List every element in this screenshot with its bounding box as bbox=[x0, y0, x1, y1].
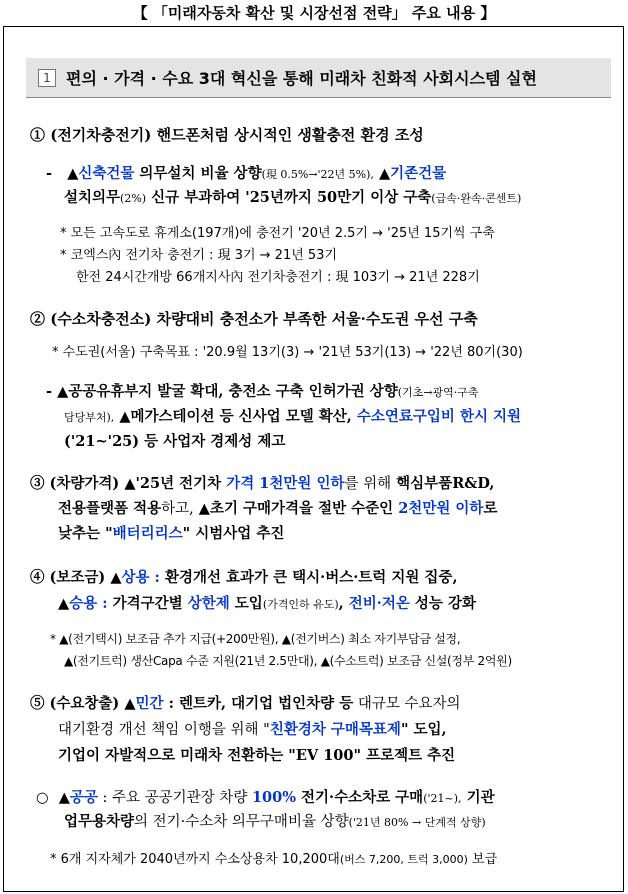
s5-public-line2 bbox=[64, 810, 486, 831]
triangle-bullet-icon: ▲ bbox=[58, 595, 70, 612]
s2-hydrogen-fuel-support: 수소연료구입비 한시 지원 bbox=[351, 408, 522, 425]
s5-public-line1 bbox=[36, 786, 495, 807]
s4-text: ④ (보조금) ▲ bbox=[30, 569, 122, 586]
s4-commercial: 상용 : bbox=[121, 569, 160, 586]
s2-text: - ▲공공유휴부지 발굴 확대, 충전소 구축 인허가권 상향 bbox=[46, 383, 398, 400]
s4-note2: ▲(전기트럭) 생산Capa 수준 지원(21년 2.5만대), ▲(수소트럭) 보조금 신설(정부 2억원) bbox=[64, 654, 512, 668]
s3-text: 핵심부품R&D, bbox=[391, 475, 495, 492]
s3-text: 하고, bbox=[161, 501, 194, 517]
s5-text: 업무용차량 bbox=[64, 813, 135, 830]
s4-text: , bbox=[338, 595, 349, 612]
s5-text: " 도입, bbox=[400, 721, 447, 738]
s5-note-text: * 6개 지자체가 2040년까지 수소상용차 10,200대 bbox=[50, 852, 340, 867]
s4-line2 bbox=[58, 592, 476, 613]
s1-new-building: 신축건물 bbox=[78, 165, 135, 182]
s1-text: 신규 부과하여 '25년까지 50만기 이상 구축 bbox=[146, 189, 432, 206]
banner-number-box: 1 bbox=[38, 69, 56, 87]
s5-purchase-target: 친환경차 구매목표제 bbox=[269, 721, 401, 738]
s5-private: 민간 bbox=[135, 695, 164, 712]
s3-text: 로 bbox=[483, 500, 498, 517]
s2-note: * 수도권(서울) 구축목표 : '20.9월 13기(3) → '21년 53기(13) → '22년 80기(30) bbox=[52, 345, 523, 360]
title-bracket-close: 】 bbox=[480, 4, 496, 22]
s3-battery-lease: 배터리리스 bbox=[112, 525, 183, 542]
title-bracket-open: 【 bbox=[132, 4, 148, 22]
triangle-bullet-icon: ▲ bbox=[58, 789, 70, 806]
s5-public: 공공 bbox=[69, 789, 98, 806]
s4-line1 bbox=[30, 566, 458, 587]
s1-note2: * 코엑스內 전기차 충전기 : 現 3기 → 21년 53기 bbox=[60, 248, 338, 263]
circle-bullet-icon: ○ bbox=[36, 789, 49, 806]
s3-under-20m: 2천만원 이하 bbox=[398, 500, 484, 517]
s4-efficiency: 전비·저온 bbox=[348, 595, 410, 612]
s2-small: (기초→광역·구축 bbox=[397, 386, 479, 399]
document-title bbox=[0, 2, 628, 23]
s2-text: ▲메가스테이션 등 신사업 모델 확산, bbox=[114, 408, 352, 425]
s5-text: 기관 bbox=[461, 789, 495, 806]
s5-line1 bbox=[30, 692, 461, 713]
s5-note-text: 보급 bbox=[467, 852, 498, 867]
s1-existing-building: 기존건물 bbox=[390, 165, 447, 182]
s1-text: 의무설치 비율 상향 bbox=[134, 165, 262, 182]
s5-text: : 주요 공공기관장 차량 bbox=[97, 790, 252, 806]
s5-text: ⑤ (수요창출) ▲ bbox=[30, 695, 136, 712]
s4-passenger: 승용 : bbox=[69, 595, 108, 612]
s3-text: 낮추는 " bbox=[58, 525, 113, 542]
s4-note1: * ▲(전기택시) 보조금 추가 지급(+200만원), ▲(전기버스) 최소 자기부담금 설정, bbox=[50, 632, 461, 646]
s5-note bbox=[50, 848, 497, 867]
s5-text: 대기환경 개선 책임 이행을 위해 " bbox=[58, 722, 270, 738]
s1-small: (現 0.5%→'22년 5%), bbox=[261, 168, 374, 181]
s5-small: ('21년 80% → 단계적 상향) bbox=[348, 816, 486, 829]
s3-text: " 시범사업 추진 bbox=[182, 525, 285, 542]
s5-text: 전기·수소차로 구매 bbox=[295, 789, 424, 806]
s5-text: : 렌트카, 대기업 법인차량 등 bbox=[163, 695, 354, 712]
s3-text: 를 위해 bbox=[344, 476, 392, 492]
s2-heading: ② (수소차충전소) 차량대비 충전소가 부족한 서울·수도권 우선 구축 bbox=[30, 310, 478, 328]
s5-note-small: (버스 7,200, 트럭 3,000) bbox=[339, 853, 468, 866]
s1-small: (2%) bbox=[120, 192, 147, 205]
triangle-bullet-icon: ▲ bbox=[67, 165, 79, 182]
s2-line3: ('21~'25) 등 사업자 경제성 제고 bbox=[64, 433, 286, 450]
title-text: 「미래자동차 확산 및 시장선점 전략」 주요 내용 bbox=[152, 4, 476, 22]
s2-line1 bbox=[46, 380, 478, 401]
s3-line1 bbox=[30, 472, 494, 493]
s2-line2 bbox=[64, 405, 521, 426]
s1-note3: 한전 24시간개방 66개지사內 전기차충전기 : 現 103기 → 21년 228기 bbox=[76, 270, 480, 285]
dash-bullet: - bbox=[46, 165, 53, 182]
s4-text: 가격구간별 bbox=[107, 595, 188, 612]
s1-line2 bbox=[64, 186, 521, 207]
s5-line3: 기업이 자발적으로 미래차 전환하는 "EV 100" 프로젝트 추진 bbox=[58, 747, 456, 764]
triangle-bullet-icon: ▲ bbox=[378, 165, 391, 182]
s1-text: 설치의무 bbox=[64, 189, 121, 206]
s1-heading: ① (전기차충전기) 핸드폰처럼 상시적인 생활충전 환경 조성 bbox=[30, 126, 424, 144]
s5-text: 대규모 수요자의 bbox=[353, 696, 461, 712]
s3-price-cut: 가격 1천만원 인하 bbox=[226, 475, 345, 492]
s4-text: 환경개선 효과가 큰 택시·버스·트럭 지원 집중 bbox=[159, 569, 453, 586]
s4-small: (가격인하 유도) bbox=[262, 598, 339, 611]
s5-text: 의 전기·수소차 의무구매비율 상향 bbox=[134, 814, 349, 830]
s3-line3 bbox=[58, 522, 284, 543]
s4-price-cap: 상한제 bbox=[187, 595, 230, 612]
s4-text: 성능 강화 bbox=[409, 595, 476, 612]
section-banner bbox=[26, 58, 611, 98]
s4-text: 도입 bbox=[229, 595, 263, 612]
s5-line2 bbox=[58, 718, 447, 739]
s3-line2 bbox=[58, 497, 497, 518]
s1-line1 bbox=[46, 162, 446, 183]
banner-text: 편의 · 가격 · 수요 3대 혁신을 통해 미래차 친화적 사회시스템 실현 bbox=[66, 69, 537, 88]
s1-small: (급속·완속·콘센트) bbox=[431, 192, 522, 205]
s1-note1: * 모든 고속도로 휴게소(197개)에 충전기 '20년 2.5기 → '25년 15기씩 구축 bbox=[60, 226, 495, 241]
s3-text: ③ (차량가격) ▲'25년 전기차 bbox=[30, 475, 227, 492]
s3-text: 전용플랫폼 적용 bbox=[58, 500, 162, 517]
s2-small: 담당부처), bbox=[64, 411, 115, 424]
s3-text: ▲초기 구매가격을 절반 수준인 bbox=[193, 500, 399, 517]
s5-small: ('21~), bbox=[423, 792, 462, 805]
s5-100-percent: 100% bbox=[251, 789, 296, 806]
s4-text: , bbox=[452, 569, 458, 586]
